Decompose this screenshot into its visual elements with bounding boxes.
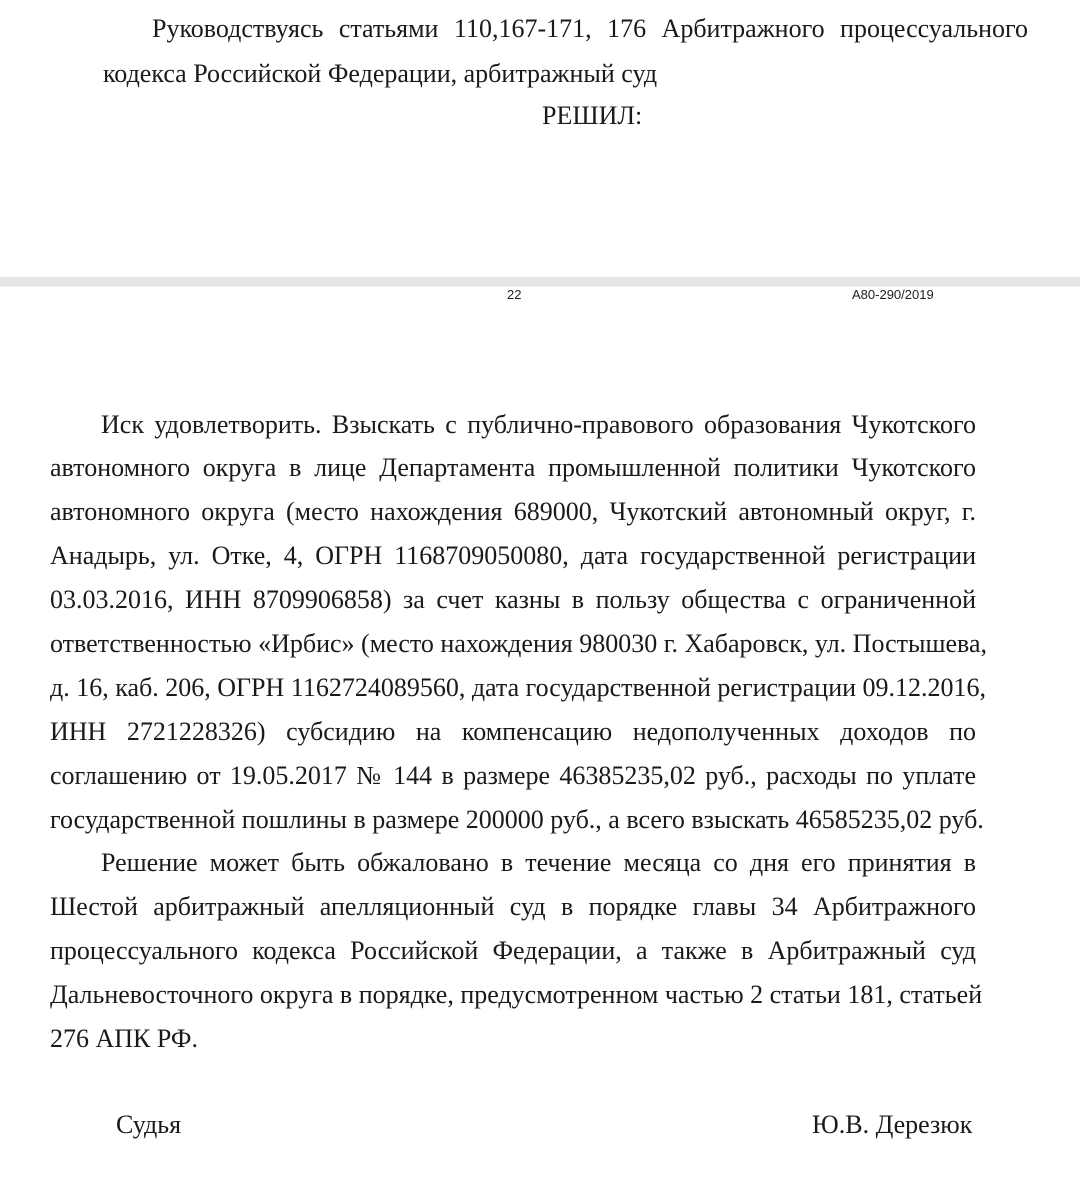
- ruling-p2-line-3: процессуального кодекса Российской Федерации, а также в Арбитражный суд: [50, 936, 976, 965]
- ruling-p1-line-6: ответственностью «Ирбис» (место нахождения 980030 г. Хабаровск, ул. Постышева,: [50, 629, 988, 658]
- intro-line-2: кодекса Российской Федерации, арбитражный суд: [103, 59, 658, 88]
- ruling-p1-line-7: д. 16, каб. 206, ОГРН 1162724089560, дата государственной регистрации 09.12.2016,: [50, 673, 987, 702]
- case-number: А80-290/2019: [852, 287, 934, 302]
- signature-role: Судья: [116, 1110, 182, 1139]
- page-break: [0, 277, 1080, 286]
- intro-line-1: Руководствуясь статьями 110,167-171, 176 Арбитражного процессуального: [152, 14, 1028, 43]
- page-number: 22: [507, 287, 522, 302]
- ruling-p1-line-5: 03.03.2016, ИНН 8709906858) за счет казны в пользу общества с ограниченной: [50, 585, 976, 614]
- signature-name: Ю.В. Дерезюк: [812, 1110, 973, 1139]
- ruling-p2-line-4: Дальневосточного округа в порядке, предусмотренном частью 2 статьи 181, статьей: [50, 980, 983, 1009]
- ruling-p2-line-2: Шестой арбитражный апелляционный суд в порядке главы 34 Арбитражного: [50, 892, 976, 921]
- ruling-p1-line-1: Иск удовлетворить. Взыскать с публично-правового образования Чукотского: [101, 410, 976, 439]
- ruling-p1-line-10: государственной пошлины в размере 200000 руб., а всего взыскать 46585235,02 руб.: [50, 805, 984, 834]
- ruling-p1-line-8: ИНН 2721228326) субсидию на компенсацию недополученных доходов по: [50, 717, 976, 746]
- ruling-p2-line-1: Решение может быть обжаловано в течение месяца со дня его принятия в: [101, 848, 976, 877]
- ruling-p2-line-5: 276 АПК РФ.: [50, 1024, 198, 1053]
- ruling-p1-line-4: Анадырь, ул. Отке, 4, ОГРН 1168709050080, дата государственной регистрации: [50, 541, 976, 570]
- ruling-p1-line-9: соглашению от 19.05.2017 № 144 в размере 46385235,02 руб., расходы по уплате: [50, 761, 976, 790]
- ruling-p1-line-2: автономного округа в лице Департамента промышленной политики Чукотского: [50, 453, 976, 482]
- decision-heading: РЕШИЛ:: [542, 101, 643, 130]
- ruling-p1-line-3: автономного округа (место нахождения 689000, Чукотский автономный округ, г.: [50, 497, 976, 526]
